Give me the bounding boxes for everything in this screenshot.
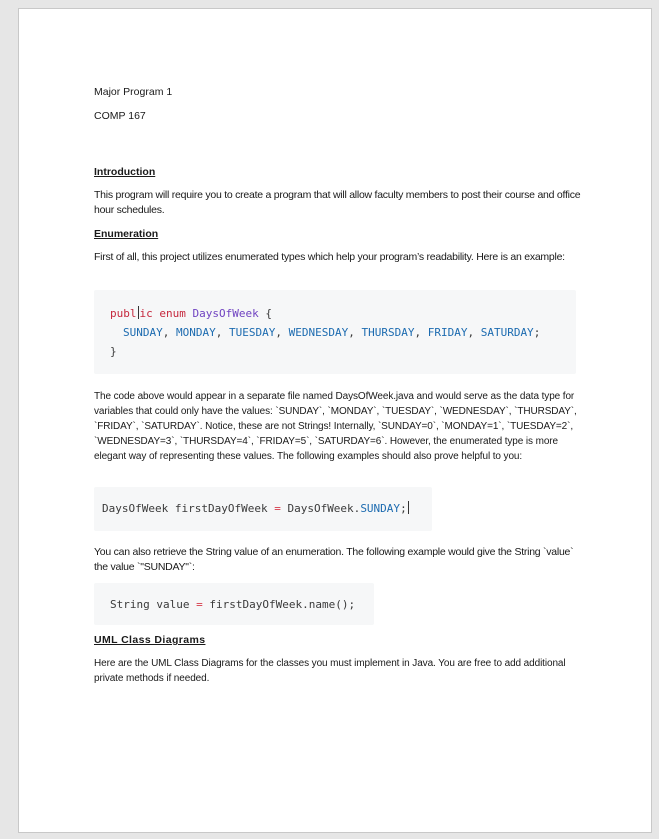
enum-value: MONDAY [176,326,216,339]
enum-value: TUESDAY [229,326,276,339]
code-method-call: firstDayOfWeek.name(); [209,598,356,611]
enumeration-heading: Enumeration [94,228,159,240]
code-open-brace: { [265,307,272,320]
enumeration-explanation-paragraph: The code above would appear in a separate file named DaysOfWeek.java and would serve as the data type for variables that could only have the values: `SUNDAY`, `MONDAY`, `TUESDAY`, `WEDNESDAY`, `THURSDAY`, `FRIDAY`, `SATURDAY`. Notice, these are not Strings! Internally, `SUNDAY=0`, `MONDAY=1`, `TUESDAY=2`, `WEDNESDAY=3`, `THURSDAY=4`, `FRIDAY=5`, `SATURDAY=6`. However, the enumerated type is more elegant way of representing these values. The following examples should also prove helpful to you: [94,391,577,462]
introduction-heading: Introduction [94,166,156,178]
code-keyword-public-part-2: ic [139,307,153,320]
code-comma: , [467,326,475,339]
code-keyword-public-part-1: publ [110,307,137,320]
code-variable-name: firstDayOfWeek [174,502,268,515]
code-line [102,501,410,516]
enum-value: SATURDAY [480,326,534,339]
code-line-1 [110,306,272,321]
code-variable-name: value [156,598,190,611]
code-keyword-enum: enum [159,307,186,320]
code-comma: , [348,326,355,339]
code-semicolon: ; [400,502,407,515]
document-title: Major Program 1 [94,86,173,98]
code-line [110,597,355,612]
string-code-block [94,583,374,625]
introduction-paragraph: This program will require you to create a program that will allow faculty members to post their course and office hour schedules. [94,189,581,216]
code-type-name: String [110,598,150,611]
course-code: COMP 167 [94,110,146,122]
enum-value: SUNDAY [123,326,163,339]
code-operator: = [196,598,203,611]
enum-value: WEDNESDAY [288,326,349,339]
document-page [18,8,652,833]
code-type-name: DaysOfWeek [192,307,259,320]
code-comma: , [275,326,282,339]
code-type-name: DaysOfWeek [102,502,169,515]
string-value-paragraph: You can also retrieve the String value of an enumeration. The following example would give the String `value` the value `"SUNDAY"`: [94,546,574,573]
enum-value: FRIDAY [427,326,468,339]
code-comma: , [162,326,170,339]
code-constant: SUNDAY [360,502,401,515]
uml-paragraph: Here are the UML Class Diagrams for the classes you must implement in Java. You are free to add additional private methods if needed. [94,658,566,684]
code-semicolon: ; [533,326,541,339]
code-line-3: } [110,345,117,358]
code-comma: , [215,326,223,339]
text-cursor [408,501,409,514]
text-cursor [138,306,139,319]
code-operator: = [274,502,281,515]
code-comma: , [414,326,422,339]
uml-heading: UML Class Diagrams [94,634,206,646]
enum-code-block [94,290,576,374]
code-qualifier: DaysOfWeek. [287,502,361,515]
enum-value: THURSDAY [361,326,415,339]
enumeration-paragraph: First of all, this project utilizes enumerated types which help your program’s readability. Here is an example: [94,251,565,263]
variable-code-block [94,487,432,531]
code-line-2 [123,325,540,340]
